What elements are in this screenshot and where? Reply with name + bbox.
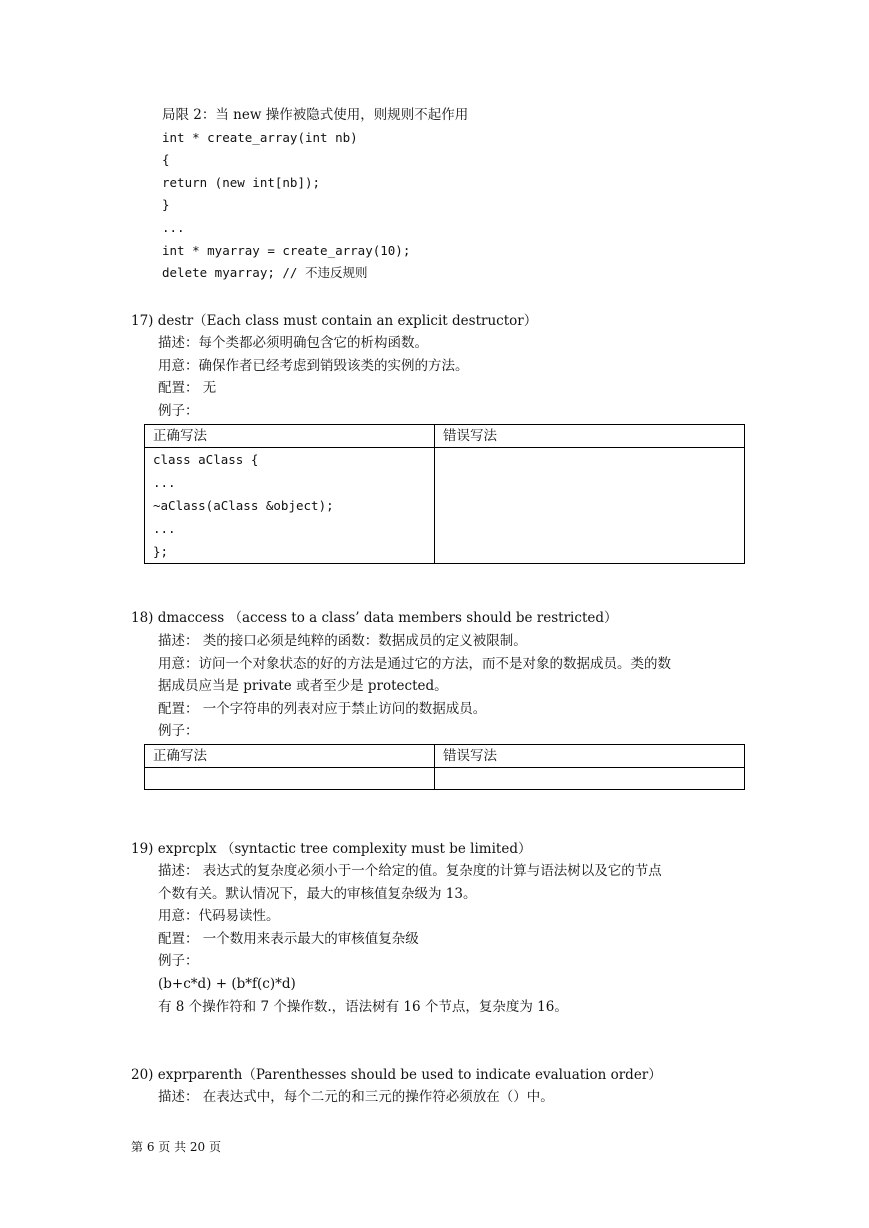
rule-18-title: 18) dmaccess （access to a class’ data members should be restricted） xyxy=(131,610,618,626)
code-line: } xyxy=(162,197,170,213)
rule-17-example-table xyxy=(144,424,745,564)
rule-19-description: 描述： 表达式的复杂度必须小于一个给定的值。复杂度的计算与语法树以及它的节点 xyxy=(158,863,662,879)
code-line: class aClass { xyxy=(153,452,259,467)
rule-20-body xyxy=(158,1086,554,1109)
rule-18-body xyxy=(158,630,671,743)
rule-19-body xyxy=(158,860,662,1018)
code-line: ... xyxy=(153,521,176,536)
rule-19-description-cont: 个数有关。默认情况下，最大的审核值复杂级为 13。 xyxy=(158,885,477,902)
wrong-code-cell xyxy=(435,768,745,790)
code-line: ~aClass(aClass &object); xyxy=(153,498,334,513)
rule-18-description: 描述： 类的接口必须是纯粹的函数：数据成员的定义被限制。 xyxy=(158,633,527,649)
code-line: { xyxy=(162,152,170,168)
rule-18-example-table xyxy=(144,744,745,790)
wrong-header: 错误写法 xyxy=(435,745,745,768)
rule-17-config: 配置： 无 xyxy=(158,380,217,397)
correct-code-cell xyxy=(145,448,435,564)
rule-19-title: 19) exprcplx （syntactic tree complexity must be limited） xyxy=(131,841,532,857)
rule-17-description: 描述：每个类都必须明确包含它的析构函数。 xyxy=(158,335,428,351)
code-line: }; xyxy=(153,544,169,559)
rule-20-title: 20) exprparenth（Parenthesses should be used to indicate evaluation order） xyxy=(131,1067,662,1083)
correct-header: 正确写法 xyxy=(145,745,435,768)
wrong-header: 错误写法 xyxy=(435,425,745,448)
limitation-2-heading: 局限 2：当 new 操作被隐式使用，则规则不起作用 xyxy=(162,107,469,123)
rule-17-intent: 用意：确保作者已经考虑到销毁该类的实例的方法。 xyxy=(158,357,469,374)
rule-19-example-label: 例子： xyxy=(158,953,199,970)
rule-17-body xyxy=(158,332,469,422)
correct-code-cell xyxy=(145,768,435,790)
code-line: ... xyxy=(153,475,176,490)
rule-18-config: 配置： 一个字符串的列表对应于禁止访问的数据成员。 xyxy=(158,700,487,717)
page-indicator: 第 6 页 共 20 页 xyxy=(131,1140,221,1154)
rule-18-example-label: 例子： xyxy=(158,723,199,740)
rule-19-example-expression: (b+c*d) + (b*f(c)*d) xyxy=(158,975,296,992)
rule-19-intent: 用意：代码易读性。 xyxy=(158,908,280,925)
rule-17-title: 17) destr（Each class must contain an explicit destructor） xyxy=(131,313,538,329)
rule-17-example-label: 例子： xyxy=(158,402,199,419)
code-line: ... xyxy=(162,219,185,235)
code-line: return (new int[nb]); xyxy=(162,174,321,190)
rule-19-example-explanation: 有 8 个操作符和 7 个操作数.，语法树有 16 个节点，复杂度为 16。 xyxy=(158,998,568,1015)
limitation-2-block xyxy=(162,104,468,285)
code-line: delete myarray; // 不违反规则 xyxy=(162,265,368,281)
rule-18-intent: 用意：访问一个对象状态的好的方法是通过它的方法，而不是对象的数据成员。类的数 xyxy=(158,655,671,672)
code-line: int * myarray = create_array(10); xyxy=(162,242,411,258)
rule-20-description: 描述： 在表达式中，每个二元的和三元的操作符必须放在（）中。 xyxy=(158,1089,554,1105)
code-line: int * create_array(int nb) xyxy=(162,129,358,145)
correct-header: 正确写法 xyxy=(145,425,435,448)
wrong-code-cell xyxy=(435,448,745,564)
rule-19-config: 配置： 一个数用来表示最大的审核值复杂级 xyxy=(158,930,419,947)
rule-18-intent-cont: 据成员应当是 private 或者至少是 protected。 xyxy=(158,678,448,695)
